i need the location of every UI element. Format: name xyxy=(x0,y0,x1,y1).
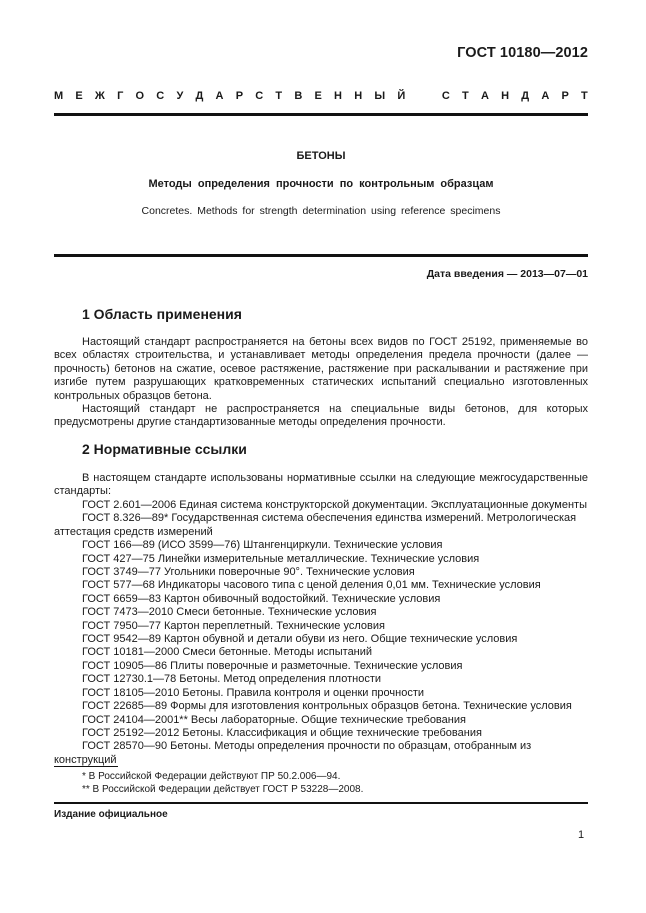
document-subtitle: Методы определения прочности по контрольным образцам xyxy=(148,178,494,190)
title-letter: А xyxy=(215,90,224,102)
header-rule xyxy=(54,113,588,116)
title-rule xyxy=(54,254,588,257)
title-letter: Й xyxy=(397,90,406,102)
reference-item: ГОСТ 12730.1—78 Бетоны. Метод определения плотности xyxy=(82,673,381,686)
footnote: * В Российской Федерации действуют ПР 50.2.006—94. xyxy=(82,771,341,782)
reference-item: ГОСТ 9542—89 Картон обувной и детали обуви из него. Общие технические условия xyxy=(82,633,518,646)
title-letter: О xyxy=(135,90,145,102)
paragraph: Настоящий стандарт распространяется на бетоны всех видов по ГОСТ 25192, применяемые во всех областях строительства, и устанавливает методы определения предела прочности (далее — прочность) бетонов на сжатие, осевое растяжение, растяжение при раскалывании и растяжение при изгибе путем разрушающих кратковременных статических испытаний специально изготовленных контрольных образцов бетона. xyxy=(54,336,588,402)
title-letter: Н xyxy=(354,90,363,102)
title-letter: Д xyxy=(521,90,530,102)
reference-item: ГОСТ 10181—2000 Смеси бетонные. Методы испытаний xyxy=(82,646,373,659)
reference-item: ГОСТ 28570—90 Бетоны. Методы определения прочности по образцам, отобранным из конструкций xyxy=(54,740,532,766)
normative-references-list xyxy=(54,499,588,767)
paragraph: В настоящем стандарте использованы нормативные ссылки на следующие межгосударственные стандарты: xyxy=(54,472,588,498)
paragraph: Настоящий стандарт не распространяется на специальные виды бетонов, для которых предусмотрены другие стандартизованные методы определения прочности. xyxy=(54,403,588,429)
reference-item: ГОСТ 10905—86 Плиты поверочные и разметочные. Технические условия xyxy=(82,659,463,672)
title-letter: Ы xyxy=(374,90,386,102)
title-letter: Т xyxy=(275,90,283,102)
reference-item: ГОСТ 577—68 Индикаторы часового типа с ценой деления 0,01 мм. Технические условия xyxy=(82,579,541,592)
title-letter: Т xyxy=(462,90,469,102)
reference-item: ГОСТ 22685—89 Формы для изготовления контрольных образцов бетона. Технические условия xyxy=(82,700,572,713)
title-letter: С xyxy=(255,90,264,102)
reference-item: ГОСТ 7950—77 Картон переплетный. Технические условия xyxy=(82,619,385,632)
title-letter: Т xyxy=(581,90,588,102)
section-1-heading: 1 Область применения xyxy=(82,306,242,322)
section-1-body xyxy=(54,336,588,430)
title-letter: Е xyxy=(314,90,322,102)
reference-item: ГОСТ 166—89 (ИСО 3599—76) Штангенциркули. Технические условия xyxy=(82,539,443,552)
title-letter: А xyxy=(541,90,550,102)
reference-item: ГОСТ 7473—2010 Смеси бетонные. Технические условия xyxy=(82,606,377,619)
footnote-separator xyxy=(54,766,118,767)
official-edition-label: Издание официальное xyxy=(54,809,168,820)
title-letter: Ж xyxy=(94,90,105,102)
reference-item: ГОСТ 8.326—89* Государственная система обеспечения единства измерений. Метрологическая аттестация средств измерений xyxy=(54,512,577,538)
title-letter: У xyxy=(176,90,184,102)
title-letter: Г xyxy=(117,90,124,102)
footer-rule xyxy=(54,802,588,804)
title-letter: Е xyxy=(75,90,83,102)
document-code: ГОСТ 10180—2012 xyxy=(457,45,588,61)
reference-item: ГОСТ 3749—77 Угольники поверочные 90°. Технические условия xyxy=(82,566,415,579)
reference-item: ГОСТ 427—75 Линейки измерительные металлические. Технические условия xyxy=(82,552,480,565)
section-2-intro xyxy=(54,472,588,499)
title-letter: Н xyxy=(334,90,342,102)
section-2-heading: 2 Нормативные ссылки xyxy=(82,441,247,457)
reference-item: ГОСТ 2.601—2006 Единая система конструкторской документации. Эксплуатационные документы xyxy=(82,499,588,511)
standard-type-title xyxy=(54,90,588,102)
title-letter: А xyxy=(480,90,489,102)
reference-item: ГОСТ 25192—2012 Бетоны. Классификация и общие технические требования xyxy=(82,726,482,739)
title-letter: В xyxy=(294,90,303,102)
title-letter: Р xyxy=(235,90,244,102)
title-letter: Д xyxy=(195,90,204,102)
footnote: ** В Российской Федерации действует ГОСТ Р 53228—2008. xyxy=(82,784,364,795)
title-letter: С xyxy=(156,90,165,102)
document-title: БЕТОНЫ xyxy=(296,150,346,162)
introduction-date: Дата введения — 2013—07—01 xyxy=(426,268,588,280)
reference-item: ГОСТ 18105—2010 Бетоны. Правила контроля и оценки прочности xyxy=(82,686,425,699)
reference-item: ГОСТ 24104—2001** Весы лабораторные. Общие технические требования xyxy=(82,713,466,726)
title-letter: Н xyxy=(501,90,510,102)
title-letter: С xyxy=(441,90,450,102)
title-letter: М xyxy=(54,90,64,102)
reference-item: ГОСТ 6659—83 Картон обивочный водостойкий. Технические условия xyxy=(82,592,441,605)
english-title: Concretes. Methods for strength determination using reference specimens xyxy=(141,205,501,217)
page-number: 1 xyxy=(578,829,585,841)
footnotes xyxy=(82,770,363,796)
title-letter: Р xyxy=(561,90,569,102)
